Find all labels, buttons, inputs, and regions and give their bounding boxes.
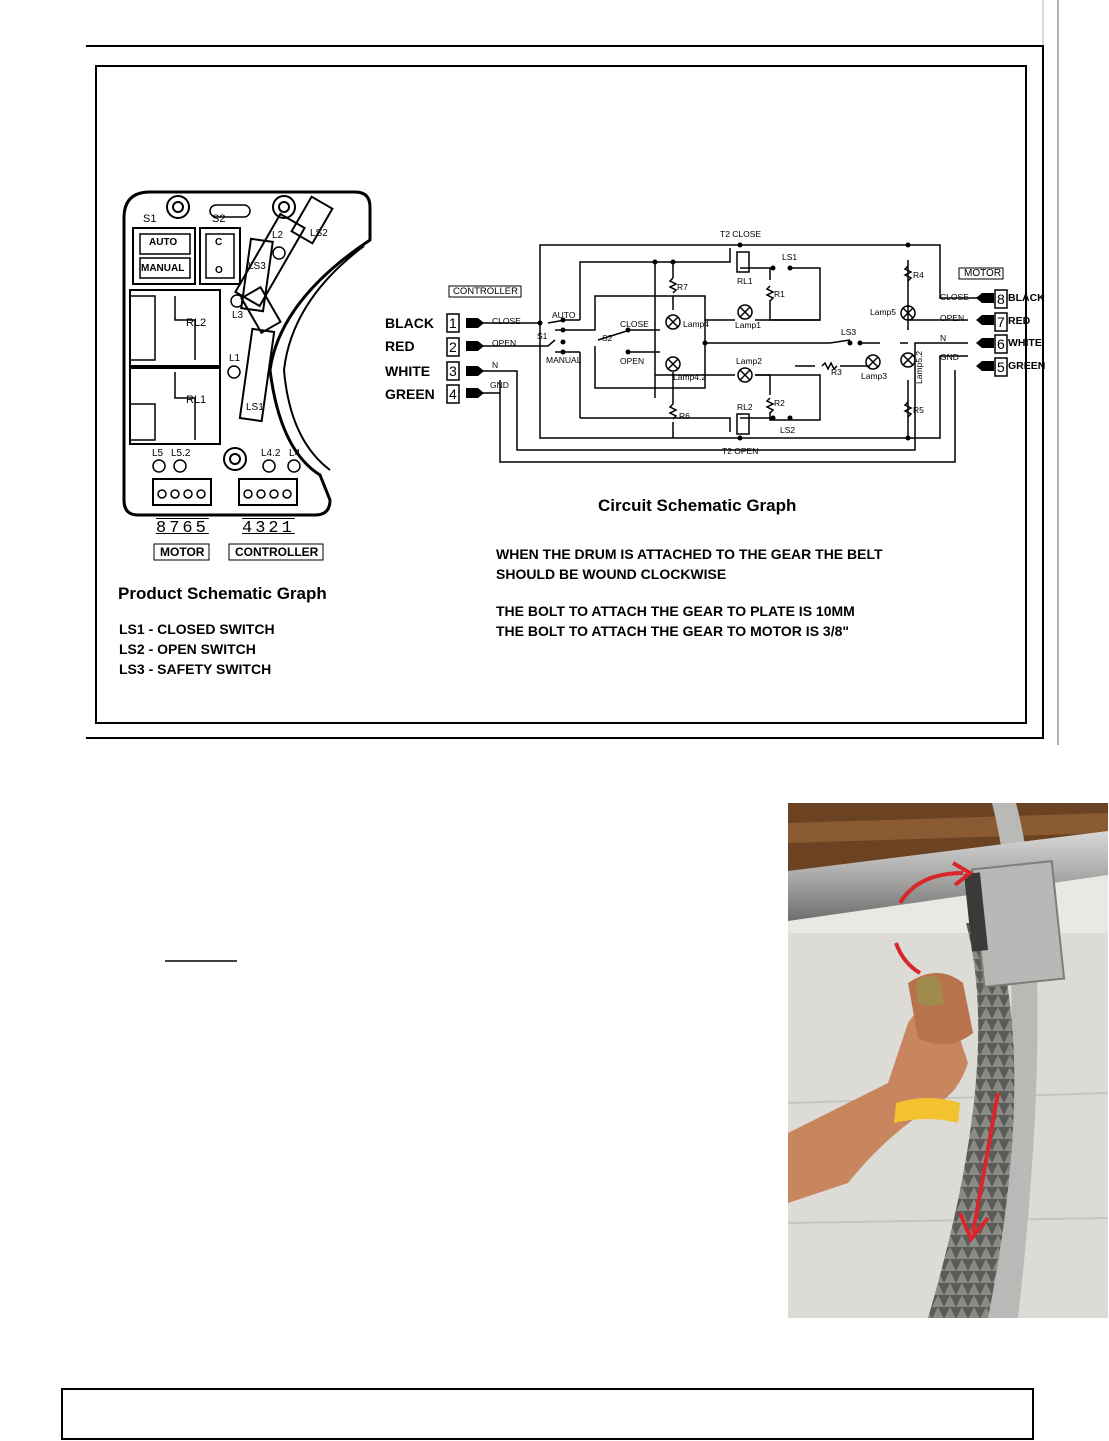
label-t2-close: T2 CLOSE bbox=[720, 229, 762, 239]
right-signal-8: CLOSE bbox=[940, 292, 969, 302]
label-close: CLOSE bbox=[620, 319, 649, 329]
circuit-controller-label: CONTROLLER bbox=[453, 286, 518, 297]
label-r6: R6 bbox=[679, 411, 690, 421]
left-wire-color-3: WHITE bbox=[385, 363, 431, 379]
label-lamp4: Lamp4 bbox=[683, 319, 709, 329]
board-label-l42: L4.2 bbox=[261, 448, 281, 459]
board-motor-label: MOTOR bbox=[160, 545, 205, 559]
label-lamp3: Lamp3 bbox=[861, 371, 887, 381]
right-terminal-num-5: 5 bbox=[997, 359, 1005, 375]
note-line-2: SHOULD BE WOUND CLOCKWISE bbox=[496, 566, 727, 582]
label-t2-open: T2 OPEN bbox=[722, 446, 759, 456]
left-terminal-num-4: 4 bbox=[449, 386, 457, 402]
note-line-5: THE BOLT TO ATTACH THE GEAR TO MOTOR IS 3/8" bbox=[496, 623, 850, 639]
left-signal-2: OPEN bbox=[492, 338, 517, 348]
board-label-s1: S1 bbox=[143, 213, 157, 225]
right-terminal-num-8: 8 bbox=[997, 291, 1005, 307]
product-schematic-caption: Product Schematic Graph bbox=[118, 584, 327, 603]
board-label-l2: L2 bbox=[272, 230, 284, 241]
left-terminal-num-1: 1 bbox=[449, 315, 457, 331]
legend-ls2: LS2 - OPEN SWITCH bbox=[119, 641, 256, 657]
right-wire-color-5: GREEN bbox=[1008, 360, 1046, 372]
label-s1: S1 bbox=[537, 331, 548, 341]
label-open: OPEN bbox=[620, 356, 645, 366]
label-r5: R5 bbox=[913, 405, 924, 415]
board-label-o: O bbox=[215, 265, 223, 276]
right-wire-color-6: WHITE bbox=[1008, 337, 1042, 349]
label-lamp42: Lamp4.2 bbox=[673, 372, 707, 382]
board-label-ls2: LS2 bbox=[310, 228, 328, 239]
label-ls2: LS2 bbox=[780, 425, 796, 435]
label-rl2: RL2 bbox=[737, 402, 753, 412]
left-terminal-num-3: 3 bbox=[449, 363, 457, 379]
gear-drum-photo bbox=[788, 803, 1108, 1318]
board-label-ls1: LS1 bbox=[246, 402, 264, 413]
left-terminal-num-2: 2 bbox=[449, 339, 457, 355]
label-auto: AUTO bbox=[552, 310, 576, 320]
right-wire-color-7: RED bbox=[1008, 315, 1031, 327]
right-wire-color-8: BLACK bbox=[1008, 292, 1045, 304]
motor-terminal-numbers: 8765 bbox=[156, 519, 209, 538]
board-label-c: C bbox=[215, 237, 223, 248]
left-signal-1: CLOSE bbox=[492, 316, 521, 326]
left-wire-color-1: BLACK bbox=[385, 315, 434, 331]
label-ls1: LS1 bbox=[782, 252, 798, 262]
board-label-s2: S2 bbox=[212, 213, 226, 225]
right-signal-7: OPEN bbox=[940, 313, 965, 323]
left-wire-color-4: GREEN bbox=[385, 386, 435, 402]
right-signal-5: GND bbox=[940, 352, 959, 362]
note-spacer bbox=[496, 584, 883, 601]
label-r3: R3 bbox=[831, 367, 842, 377]
board-label-rl2: RL2 bbox=[186, 317, 207, 329]
legend-ls1: LS1 - CLOSED SWITCH bbox=[119, 621, 275, 637]
circuit-schematic-caption: Circuit Schematic Graph bbox=[598, 496, 797, 515]
left-signal-4: GND bbox=[490, 380, 509, 390]
board-label-l52: L5.2 bbox=[171, 448, 191, 459]
board-label-ls3: LS3 bbox=[248, 261, 266, 272]
right-signal-6: N bbox=[940, 333, 947, 343]
installation-notes bbox=[496, 544, 883, 641]
right-terminal-num-7: 7 bbox=[997, 314, 1005, 330]
board-label-l4: L4 bbox=[289, 448, 301, 459]
board-label-auto: AUTO bbox=[149, 237, 178, 248]
note-line-4: THE BOLT TO ATTACH THE GEAR TO PLATE IS 10MM bbox=[496, 603, 855, 619]
label-lamp52: Lamp5.2 bbox=[914, 350, 924, 384]
label-r4: R4 bbox=[913, 270, 924, 280]
right-terminal-num-6: 6 bbox=[997, 336, 1005, 352]
left-wire-color-2: RED bbox=[385, 338, 415, 354]
label-r1: R1 bbox=[774, 289, 785, 299]
label-r2: R2 bbox=[774, 398, 785, 408]
label-manual: MANUAL bbox=[546, 355, 582, 365]
label-r7: R7 bbox=[677, 282, 688, 292]
label-lamp5: Lamp5 bbox=[870, 307, 896, 317]
board-label-rl1: RL1 bbox=[186, 394, 207, 406]
board-label-l5: L5 bbox=[152, 448, 164, 459]
legend-ls3: LS3 - SAFETY SWITCH bbox=[119, 661, 272, 677]
label-s2: S2 bbox=[602, 333, 613, 343]
note-line-1: WHEN THE DRUM IS ATTACHED TO THE GEAR THE BELT bbox=[496, 546, 883, 562]
controller-terminal-numbers: 4321 bbox=[242, 519, 295, 538]
label-ls3: LS3 bbox=[841, 327, 857, 337]
circuit-motor-label: MOTOR bbox=[964, 268, 1002, 279]
board-label-manual: MANUAL bbox=[141, 263, 185, 274]
label-rl1: RL1 bbox=[737, 276, 753, 286]
label-lamp2: Lamp2 bbox=[736, 356, 762, 366]
board-label-l1: L1 bbox=[229, 353, 241, 364]
board-controller-label: CONTROLLER bbox=[235, 545, 319, 559]
board-label-l3: L3 bbox=[232, 310, 244, 321]
left-signal-3: N bbox=[492, 360, 499, 370]
label-lamp1: Lamp1 bbox=[735, 320, 761, 330]
